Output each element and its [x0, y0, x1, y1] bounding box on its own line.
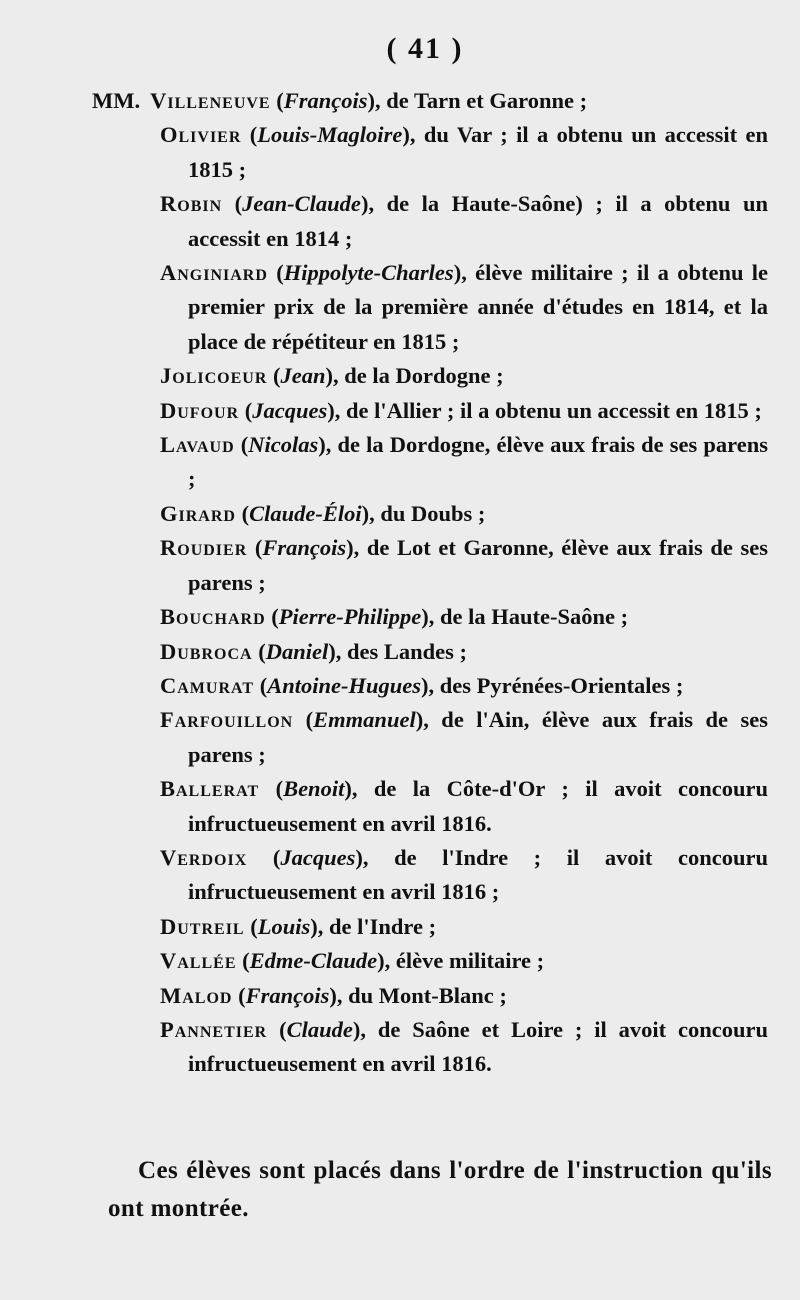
surname: Verdoix — [160, 844, 248, 870]
list-item: Bouchard (Pierre-Philippe), de la Haute-Saône ; — [160, 604, 629, 630]
list-item: Dufour (Jacques), de l'Allier ; il a obtenu un accessit en 1815 ; — [160, 397, 762, 423]
student-list — [0, 84, 800, 1082]
list-item: Ballerat (Benoit), de la Côte-d'Or ; il avoit concouru infructueusement en avril 1816. — [160, 776, 768, 836]
list-item: Roudier (François), de Lot et Garonne, élève aux frais de ses parens ; — [160, 535, 768, 595]
given-name: Jacques — [252, 397, 328, 423]
entry-details: , de la Dordogne ; — [333, 363, 504, 389]
surname: Dutreil — [160, 913, 245, 939]
given-name: François — [283, 88, 368, 113]
given-name: Antoine-Hugues — [267, 672, 421, 698]
entry-details: , de la Dordogne, élève aux frais de ses parens ; — [188, 432, 768, 492]
list-item: Pannetier (Claude), de Saône et Loire ; il avoit concouru infructueusement en avril 1816. — [160, 1016, 768, 1077]
given-name: Jean-Claude — [242, 191, 361, 217]
honorific-prefix: MM. — [92, 88, 141, 113]
surname: Robin — [160, 191, 223, 217]
given-name: Hippolyte-Charles — [283, 260, 454, 286]
list-item: Robin (Jean-Claude), de la Haute-Saône) ; il a obtenu un accessit en 1814 ; — [160, 191, 768, 251]
given-name: Claude-Éloi — [249, 500, 362, 526]
entry-details: , des Pyrénées-Orientales ; — [428, 672, 684, 698]
surname: Olivier — [160, 122, 242, 148]
surname: Roudier — [160, 535, 248, 561]
surname: Camurat — [160, 672, 255, 698]
surname: Malod — [160, 982, 233, 1008]
list-item: Lavaud (Nicolas), de la Dordogne, élève aux frais de ses parens ; — [160, 432, 768, 492]
entry-details: , des Landes ; — [335, 638, 468, 664]
surname: Farfouillon — [160, 707, 294, 733]
entry-details: , de la Haute-Saône ; — [428, 604, 629, 630]
entry-details: , de l'Ain, élève aux frais de ses parens ; — [188, 707, 768, 767]
given-name: Jacques — [280, 844, 356, 870]
given-name: François — [262, 535, 347, 561]
given-name: Louis-Magloire — [257, 122, 403, 148]
given-name: Louis — [257, 913, 311, 939]
list-item: Dutreil (Louis), de l'Indre ; — [160, 913, 437, 939]
entry-details: , de la Côte-d'Or ; il avoit concouru infructueusement en avril 1816. — [188, 776, 768, 836]
list-item: Malod (François), du Mont-Blanc ; — [160, 982, 507, 1008]
list-item: MM. Villeneuve (François), de Tarn et Garonne ; — [92, 88, 588, 113]
entry-details: , de l'Allier ; il a obtenu un accessit en 1815 ; — [334, 397, 762, 423]
given-name: Edme-Claude — [249, 948, 378, 974]
given-name: Daniel — [265, 638, 329, 664]
surname: Bouchard — [160, 604, 266, 630]
list-item: Jolicoeur (Jean), de la Dordogne ; — [160, 363, 504, 389]
entry-details: , de l'Indre ; il avoit concouru infructueusement en avril 1816 ; — [188, 844, 768, 905]
surname: Vallée — [160, 948, 237, 974]
list-item: Anginiard (Hippolyte-Charles), élève militaire ; il a obtenu le premier prix de la première année d'études en 1814, et la place de répétiteur en 1815 ; — [160, 260, 768, 354]
given-name: Emmanuel — [313, 707, 416, 733]
list-item: Vallée (Edme-Claude), élève militaire ; — [160, 948, 545, 974]
given-name: Claude — [286, 1016, 353, 1042]
list-item: Verdoix (Jacques), de l'Indre ; il avoit concouru infructueusement en avril 1816 ; — [160, 844, 768, 905]
given-name: Nicolas — [248, 432, 319, 458]
entry-details: , du Doubs ; — [369, 500, 486, 526]
entry-details: , de Tarn et Garonne ; — [375, 88, 588, 113]
entry-details: , élève militaire ; — [384, 948, 545, 974]
surname: Dubroca — [160, 638, 253, 664]
surname: Lavaud — [160, 432, 235, 458]
surname: Girard — [160, 500, 236, 526]
given-name: Jean — [280, 363, 326, 389]
entry-details: , du Var ; il a obtenu un accessit en 1815 ; — [188, 122, 768, 182]
page-number: ( 41 ) — [386, 32, 464, 65]
given-name: Pierre-Philippe — [278, 604, 422, 630]
entry-details: , de l'Indre ; — [317, 913, 437, 939]
entry-details: , de Saône et Loire ; il avoit concouru infructueusement en avril 1816. — [188, 1016, 768, 1077]
entry-details: , de la Haute-Saône) ; il a obtenu un accessit en 1814 ; — [188, 191, 768, 251]
list-item: Camurat (Antoine-Hugues), des Pyrénées-Orientales ; — [160, 672, 684, 698]
closing-note: Ces élèves sont placés dans l'ordre de l'instruction qu'ils ont montrée. — [108, 1157, 772, 1222]
surname: Dufour — [160, 397, 240, 423]
list-item: Farfouillon (Emmanuel), de l'Ain, élève aux frais de ses parens ; — [160, 707, 768, 767]
entry-details: , élève militaire ; il a obtenu le premier prix de la première année d'études en 1814, et la place de répétiteur en 1815 ; — [188, 260, 768, 354]
list-item: Dubroca (Daniel), des Landes ; — [160, 638, 468, 664]
surname: Anginiard — [160, 260, 268, 286]
list-item: Girard (Claude-Éloi), du Doubs ; — [160, 500, 486, 526]
surname: Villeneuve — [150, 88, 271, 113]
surname: Ballerat — [160, 776, 260, 802]
entry-details: , du Mont-Blanc ; — [336, 982, 507, 1008]
surname: Jolicoeur — [160, 363, 268, 389]
list-item: Olivier (Louis-Magloire), du Var ; il a obtenu un accessit en 1815 ; — [160, 122, 768, 182]
given-name: Benoit — [283, 776, 345, 802]
entry-details: , de Lot et Garonne, élève aux frais de ses parens ; — [188, 535, 768, 595]
given-name: François — [245, 982, 330, 1008]
surname: Pannetier — [160, 1016, 268, 1042]
